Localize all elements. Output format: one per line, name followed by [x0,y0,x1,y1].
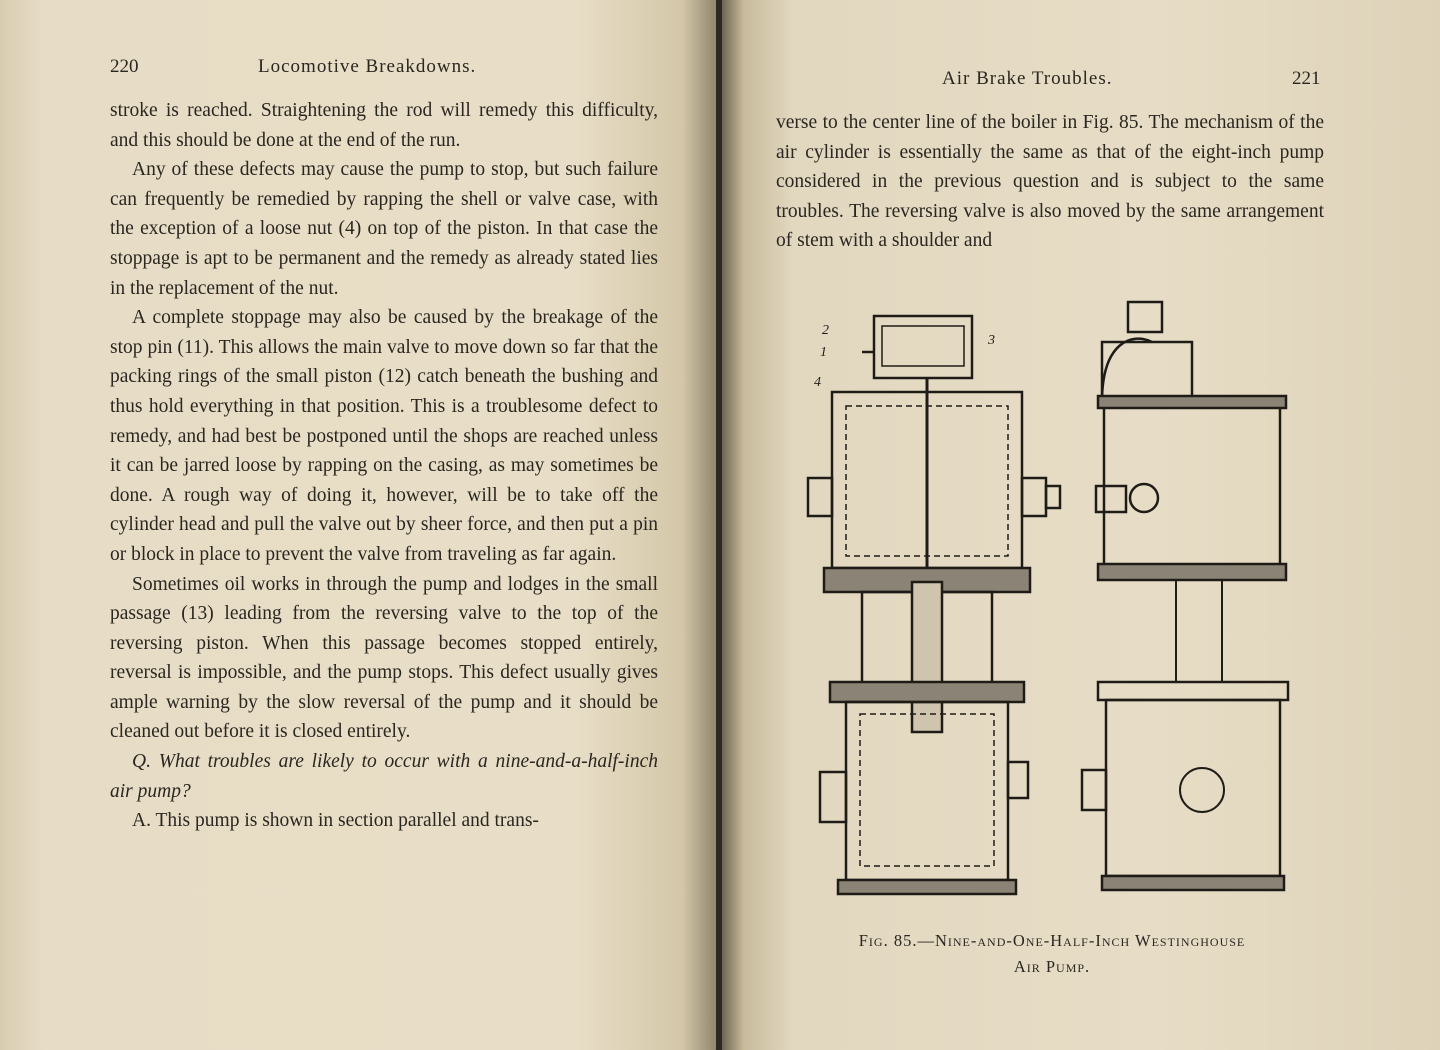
left-running-header: Locomotive Breakdowns. [258,56,477,77]
right-page-number: 221 [1292,68,1321,89]
figure-caption [782,928,1322,980]
figure-label: 1 [820,345,827,360]
right-page [722,0,1440,1050]
left-body-text [110,96,658,836]
caption-line-1: Fig. 85.—Nine-and-One-Half-Inch Westinghouse [858,931,1246,950]
figure-label: 3 [988,333,995,348]
right-running-header: Air Brake Troubles. [942,68,1113,89]
figure-label: 2 [822,323,829,338]
air-pump-illustration [802,282,1322,922]
caption-line-2: Air Pump. [1013,957,1091,976]
paragraph: stroke is reached. Straightening the rod will remedy this difficulty, and this should be done at the end of the run. [110,100,658,151]
right-body-text [776,108,1324,256]
paragraph: Any of these defects may cause the pump to stop, but such failure can frequently be remedied by rapping the shell or valve case, with the exception of a loose nut (4) on top of the piston. In that case the stoppage is apt to be permanent and the remedy as already stated lies in the replacement of the nut. [110,159,658,299]
figure-label: 4 [814,375,821,390]
paragraph: Sometimes oil works in through the pump and lodges in the small passage (13) leading from the reversing valve to the top of the reversing piston. When this passage becomes stopped entirely, reversal is impossible, and the pump stops. This defect usually gives ample warning by the slow reversal of the pump and it should be cleaned out before it is closed entirely. [110,573,658,743]
paragraph: verse to the center line of the boiler in Fig. 85. The mechanism of the air cylinder is essentially the same as that of the eight-inch pump considered in the previous question and is subject to the same troubles. The reversing valve is also moved by the same arrangement of stem with a shoulder and [776,112,1324,252]
answer-paragraph: A. This pump is shown in section parallel and trans- [132,810,539,832]
paragraph: A complete stoppage may also be caused by the breakage of the stop pin (11). This allows the main valve to move down so far that the packing rings of the small piston (12) catch beneath the bushing and thus hold everything in that position. This is a troublesome defect to remedy, and had best be postponed until the shops are reached unless it can be jarred loose by rapping on the casing, as may sometimes be done. A rough way of doing it, however, will be to take off the cylinder head and pull the valve out by sheer force, and then put a pin or block in place to prevent the valve from traveling as far again. [110,307,658,565]
left-page [0,0,718,1050]
left-page-number: 220 [110,56,139,77]
question-paragraph: Q. What troubles are likely to occur with a nine-and-a-half-inch air pump? [110,751,658,802]
